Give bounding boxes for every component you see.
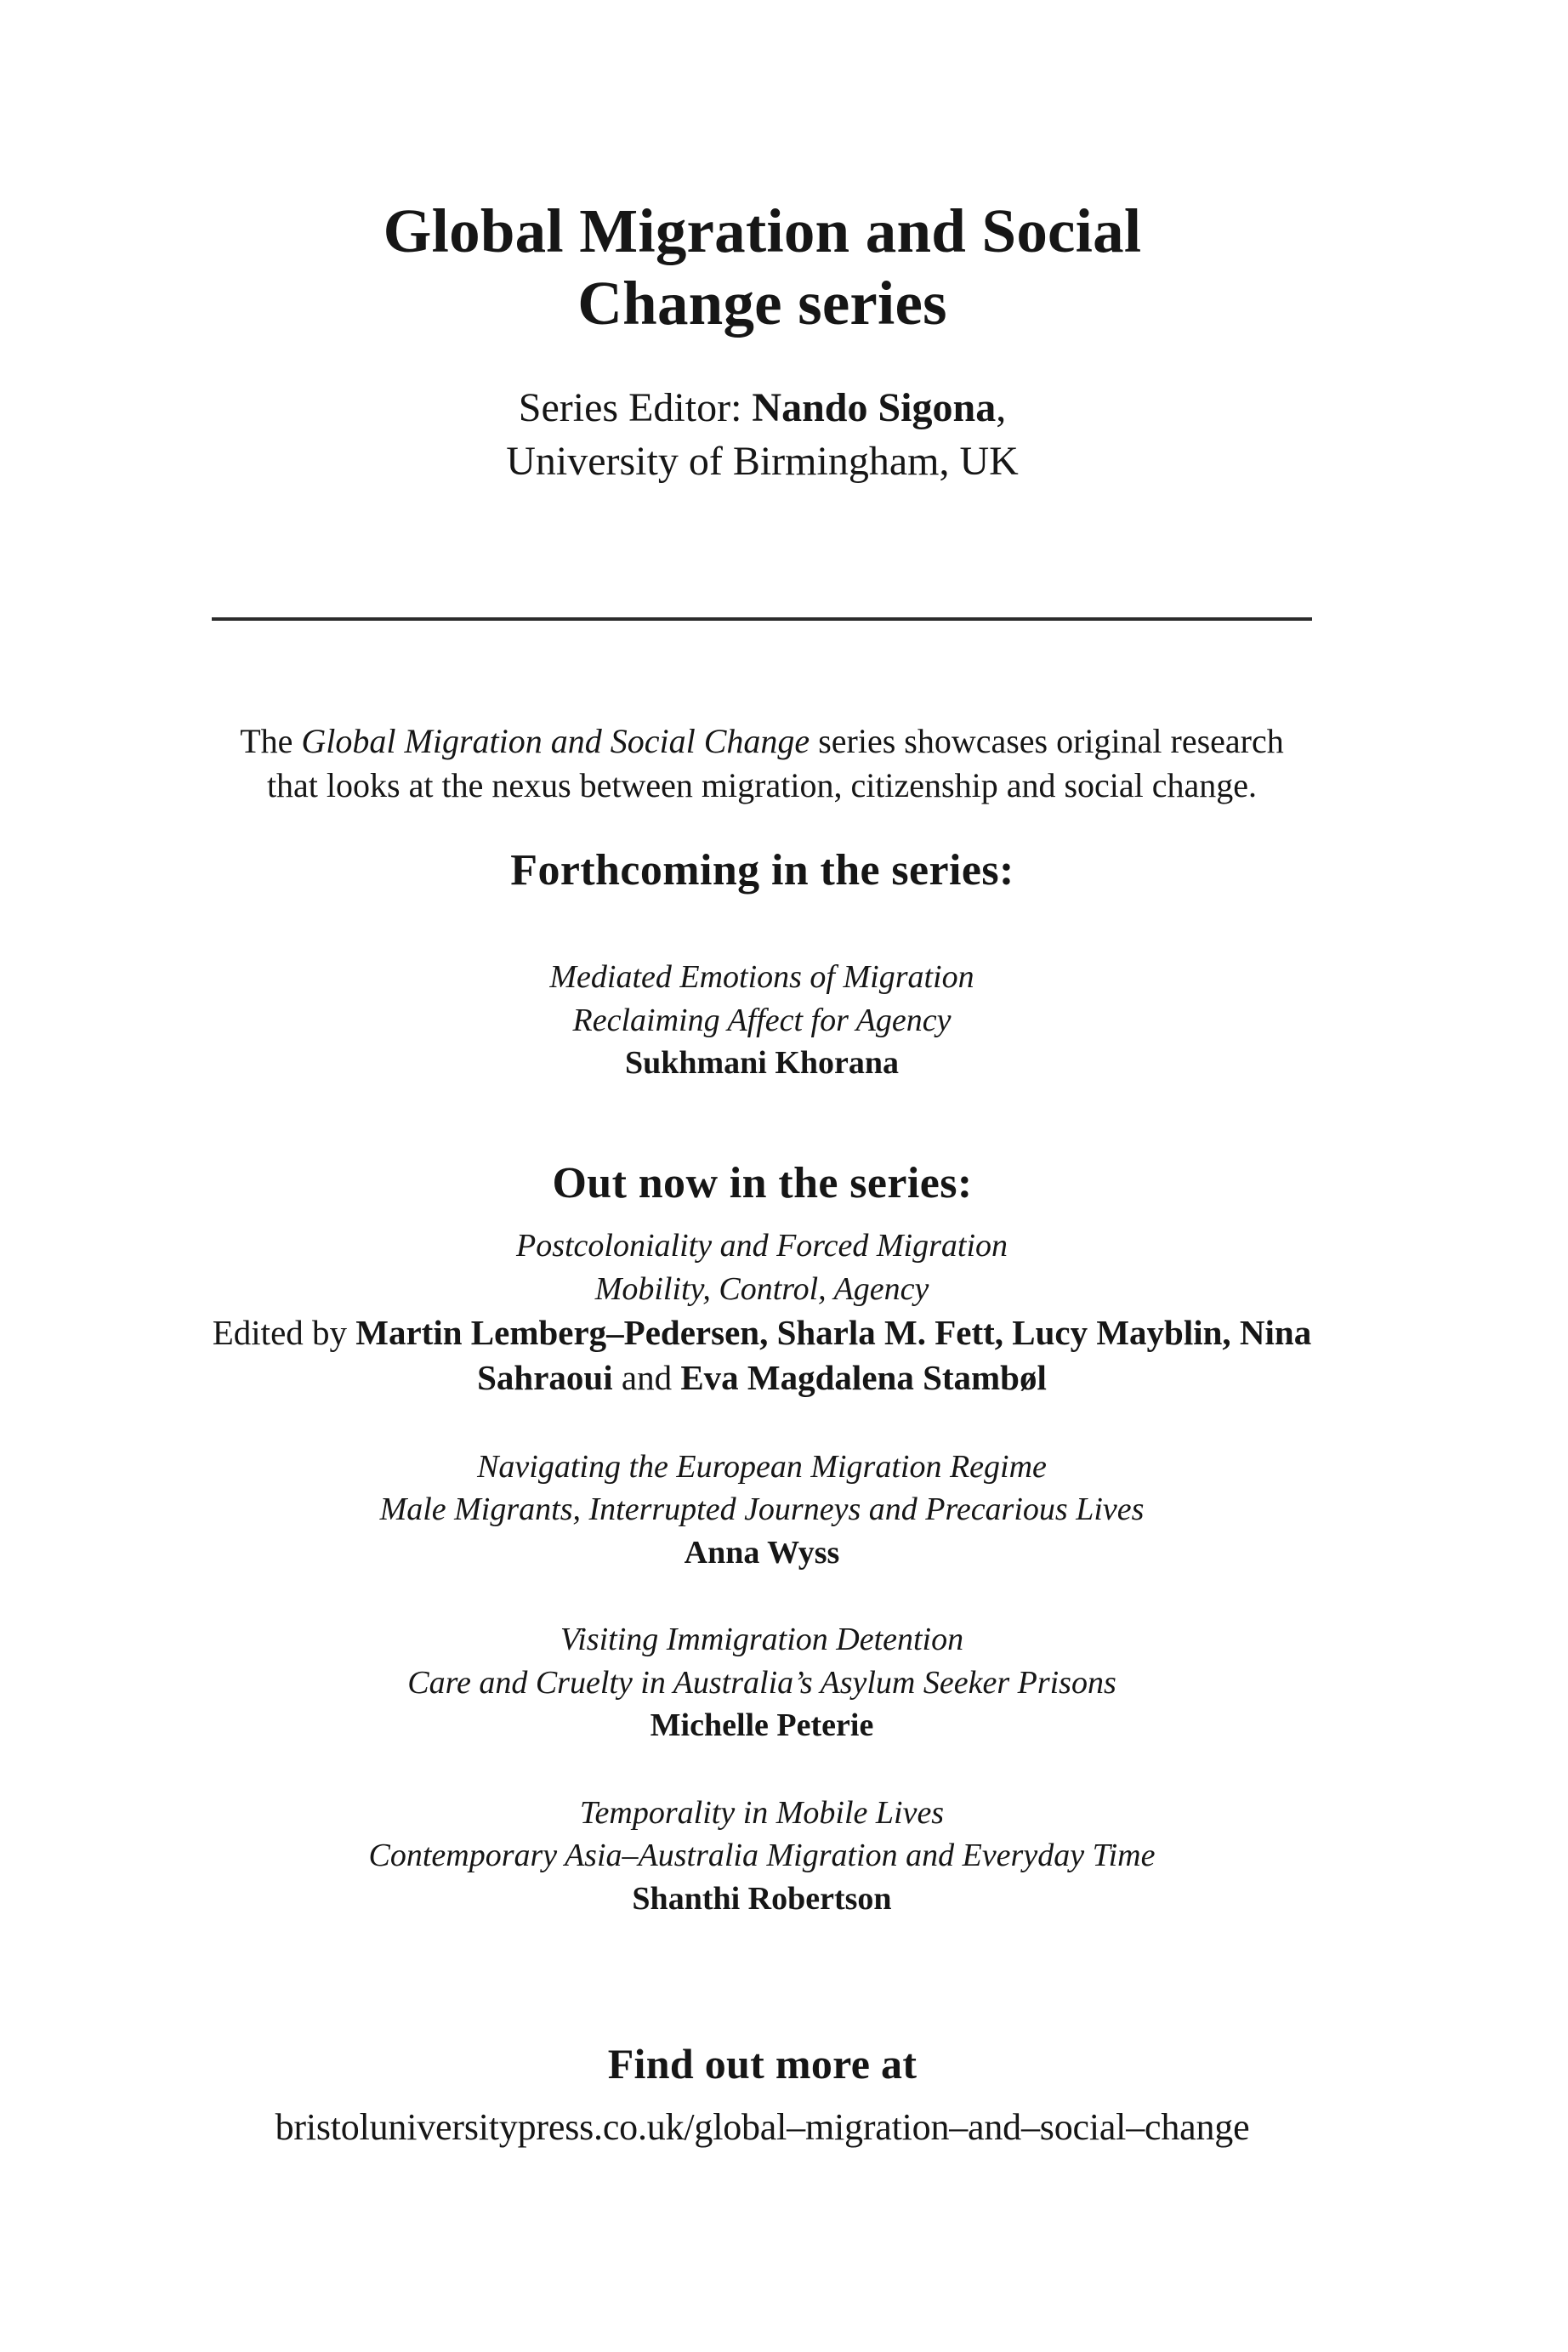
series-editor-comma: , bbox=[996, 385, 1007, 431]
page-title bbox=[0, 196, 1525, 339]
editor-conjunction: and bbox=[612, 1358, 681, 1398]
footer bbox=[0, 2039, 1525, 2149]
series-editor-block bbox=[0, 382, 1525, 488]
section-heading-out-now: Out now in the series: bbox=[552, 1159, 973, 1207]
book-title: Temporality in Mobile Lives bbox=[579, 1794, 945, 1831]
find-out-more-heading: Find out more at bbox=[607, 2040, 918, 2088]
editor-names-part-2: Eva Magdalena Stambøl bbox=[680, 1358, 1047, 1398]
book-entry bbox=[211, 1446, 1313, 1575]
book-editors bbox=[211, 1310, 1313, 1401]
editor-names-part-1: Martin Lemberg–Pedersen, Sharla M. Fett, Lucy Mayblin, Nina Sahraoui bbox=[355, 1313, 1312, 1398]
masthead bbox=[0, 196, 1525, 488]
book-subtitle: Mobility, Control, Agency bbox=[594, 1270, 929, 1307]
horizontal-divider bbox=[212, 617, 1312, 621]
book-entry bbox=[211, 1618, 1313, 1747]
series-editor-affiliation: University of Birmingham, UK bbox=[506, 438, 1019, 484]
book-subtitle: Male Migrants, Interrupted Journeys and Precarious Lives bbox=[379, 1491, 1145, 1528]
edited-by-label: Edited by bbox=[212, 1313, 356, 1353]
out-now-book-list bbox=[211, 1224, 1313, 1920]
book-authors: Shanthi Robertson bbox=[632, 1880, 892, 1917]
book-authors: Sukhmani Khorana bbox=[624, 1045, 900, 1082]
series-description-lead: The bbox=[240, 722, 302, 760]
book-entry bbox=[211, 956, 1313, 1085]
series-title-line-2: Change series bbox=[577, 268, 947, 338]
book-title: Mediated Emotions of Migration bbox=[549, 959, 974, 995]
book-entry bbox=[211, 1224, 1313, 1401]
book-subtitle: Contemporary Asia–Australia Migration and Everyday Time bbox=[368, 1838, 1156, 1874]
book-title: Postcoloniality and Forced Migration bbox=[515, 1228, 1008, 1264]
series-description-tail: series showcases original research that looks at the nexus between migration, citizenship and social change. bbox=[266, 722, 1284, 804]
book-authors: Michelle Peterie bbox=[650, 1707, 874, 1744]
series-description-series-name: Global Migration and Social Change bbox=[301, 722, 810, 760]
series-editor-name: Nando Sigona bbox=[752, 385, 997, 431]
series-editor-line bbox=[0, 382, 1525, 435]
series-description bbox=[211, 719, 1313, 808]
book-authors: Anna Wyss bbox=[684, 1534, 840, 1571]
series-editor-label: Series Editor: bbox=[518, 385, 753, 431]
forthcoming-book-list bbox=[211, 956, 1313, 1085]
series-url-link[interactable]: bristoluniversitypress.co.uk/global–migration–and–social–change bbox=[275, 2106, 1250, 2148]
book-title: Navigating the European Migration Regime bbox=[477, 1448, 1047, 1485]
book-subtitle: Reclaiming Affect for Agency bbox=[572, 1002, 952, 1038]
book-entry bbox=[211, 1792, 1313, 1921]
series-title-line-1: Global Migration and Social bbox=[383, 196, 1142, 265]
book-subtitle: Care and Cruelty in Australia’s Asylum Seeker Prisons bbox=[407, 1664, 1116, 1701]
book-title: Visiting Immigration Detention bbox=[560, 1622, 964, 1658]
section-heading-forthcoming: Forthcoming in the series: bbox=[510, 846, 1014, 895]
